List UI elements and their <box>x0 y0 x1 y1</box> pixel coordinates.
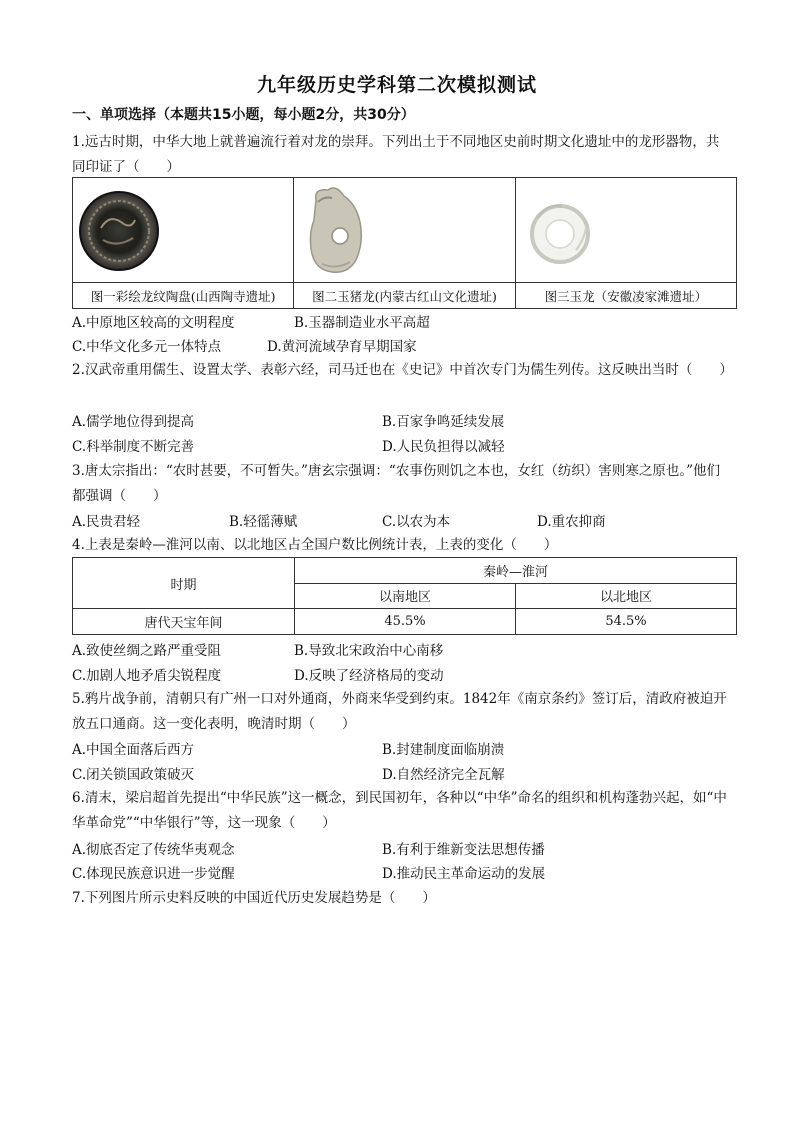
question-2-options-row1 <box>72 410 732 434</box>
option-d[interactable]: D.推动民主革命运动的发展 <box>382 866 546 882</box>
question-1-stem: 1.远古时期，中华大地上就普遍流行着对龙的崇拜。下列出土于不同地区史前时期文化遗址中的龙形器物，共同印证了（ ） <box>72 134 720 175</box>
question-4-stem: 4.上表是秦岭—淮河以南、以北地区占全国户数比例统计表，上表的变化（ ） <box>72 537 558 553</box>
section-heading: 一、单项选择（本题共15小题，每小题2分，共30分） <box>72 107 415 123</box>
option-d[interactable]: D.黄河流域孕育早期国家 <box>267 339 417 355</box>
option-a[interactable]: A.儒学地位得到提高 <box>72 414 195 430</box>
jade-pig-dragon-image <box>294 178 515 282</box>
header-period: 时期 <box>73 558 295 609</box>
page-title: 九年级历史学科第二次模拟测试 <box>256 74 537 96</box>
option-c[interactable]: C.闭关锁国政策破灭 <box>72 767 195 783</box>
option-a[interactable]: A.致使丝绸之路严重受阻 <box>72 643 222 659</box>
option-c[interactable]: C.以农为本 <box>382 514 451 530</box>
question-4-options-row1 <box>72 639 732 663</box>
option-d[interactable]: D.人民负担得以减轻 <box>382 439 505 455</box>
question-1-options-row1 <box>72 311 732 335</box>
question-2-stem: 2.汉武帝重用儒生、设置太学、表彰六经，司马迁也在《史记》中首次专门为儒生列传。这反映出当时（ ） <box>72 362 733 378</box>
option-a[interactable]: A.彻底否定了传统华夷观念 <box>72 842 235 858</box>
cell-north: 54.5% <box>516 609 737 635</box>
question-7-stem: 7.下列图片所示史料反映的中国近代历史发展趋势是（ ） <box>72 890 436 906</box>
question-5-stem: 5.鸦片战争前，清朝只有广州一口对外通商，外商来华受到约束。1842年《南京条约》签订后，清政府被迫开放五口通商。这一变化表明，晚清时期（ ） <box>72 691 727 732</box>
option-b[interactable]: B.导致北宋政治中心南移 <box>294 643 444 659</box>
question-6-options-row1 <box>72 838 732 862</box>
header-north: 以北地区 <box>516 583 737 609</box>
header-south: 以南地区 <box>295 583 516 609</box>
option-c[interactable]: C.科举制度不断完善 <box>72 439 195 455</box>
option-b[interactable]: B.百家争鸣延续发展 <box>382 414 505 430</box>
question-4-options-row2 <box>72 664 732 688</box>
header-qinling-huaihe: 秦岭—淮河 <box>295 558 737 584</box>
option-a[interactable]: A.中原地区较高的文明程度 <box>72 315 235 331</box>
question-3-options <box>72 510 732 534</box>
option-d[interactable]: D.自然经济完全瓦解 <box>382 767 505 783</box>
option-d[interactable]: D.反映了经济格局的变动 <box>294 668 444 684</box>
option-a[interactable]: A.民贵君轻 <box>72 514 141 530</box>
option-b[interactable]: B.玉器制造业水平高超 <box>294 315 430 331</box>
caption-plate: 图一彩绘龙纹陶盘(山西陶寺遗址) <box>73 283 294 309</box>
jade-dragon-image <box>516 178 737 282</box>
option-c[interactable]: C.体现民族意识进一步觉醒 <box>72 866 235 882</box>
caption-jade-dragon: 图三玉龙（安徽凌家滩遗址） <box>515 283 736 309</box>
cell-south: 45.5% <box>295 609 516 635</box>
option-c[interactable]: C.加剧人地矛盾尖锐程度 <box>72 668 222 684</box>
caption-jade-pig-dragon: 图二玉猪龙(内蒙古红山文化遗址) <box>294 283 515 309</box>
option-d[interactable]: D.重农抑商 <box>537 514 606 530</box>
question-6-stem: 6.清末，梁启超首先提出“中华民族”这一概念，到民国初年，各种以“中华”命名的组织和机构蓬勃兴起，如“中华革命党”“中华银行”等，这一现象（ ） <box>72 790 727 831</box>
image-cell-jade-dragon <box>515 178 736 283</box>
painted-dragon-plate-image <box>73 178 294 282</box>
cell-period: 唐代天宝年间 <box>73 609 295 635</box>
question-5-options-row2 <box>72 763 732 787</box>
option-b[interactable]: B.有利于维新变法思想传播 <box>382 842 545 858</box>
question-1-options-row2 <box>72 335 732 359</box>
option-a[interactable]: A.中国全面落后西方 <box>72 742 195 758</box>
question-2-options-row2 <box>72 435 732 459</box>
option-b[interactable]: B.轻徭薄赋 <box>229 514 298 530</box>
option-b[interactable]: B.封建制度面临崩溃 <box>382 742 505 758</box>
question-5-options-row1 <box>72 738 732 762</box>
table-row <box>73 609 737 635</box>
household-ratio-table <box>72 557 737 635</box>
image-cell-jade-pig-dragon <box>294 178 515 283</box>
option-c[interactable]: C.中华文化多元一体特点 <box>72 339 222 355</box>
question-3-stem: 3.唐太宗指出：“农时甚要，不可暂失。”唐玄宗强调：“农事伤则饥之本也，女红（纺织）害则寒之原也。”他们都强调（ ） <box>72 463 720 504</box>
image-cell-plate <box>73 178 294 283</box>
question-6-options-row2 <box>72 862 732 886</box>
question-1-image-table <box>72 177 737 309</box>
